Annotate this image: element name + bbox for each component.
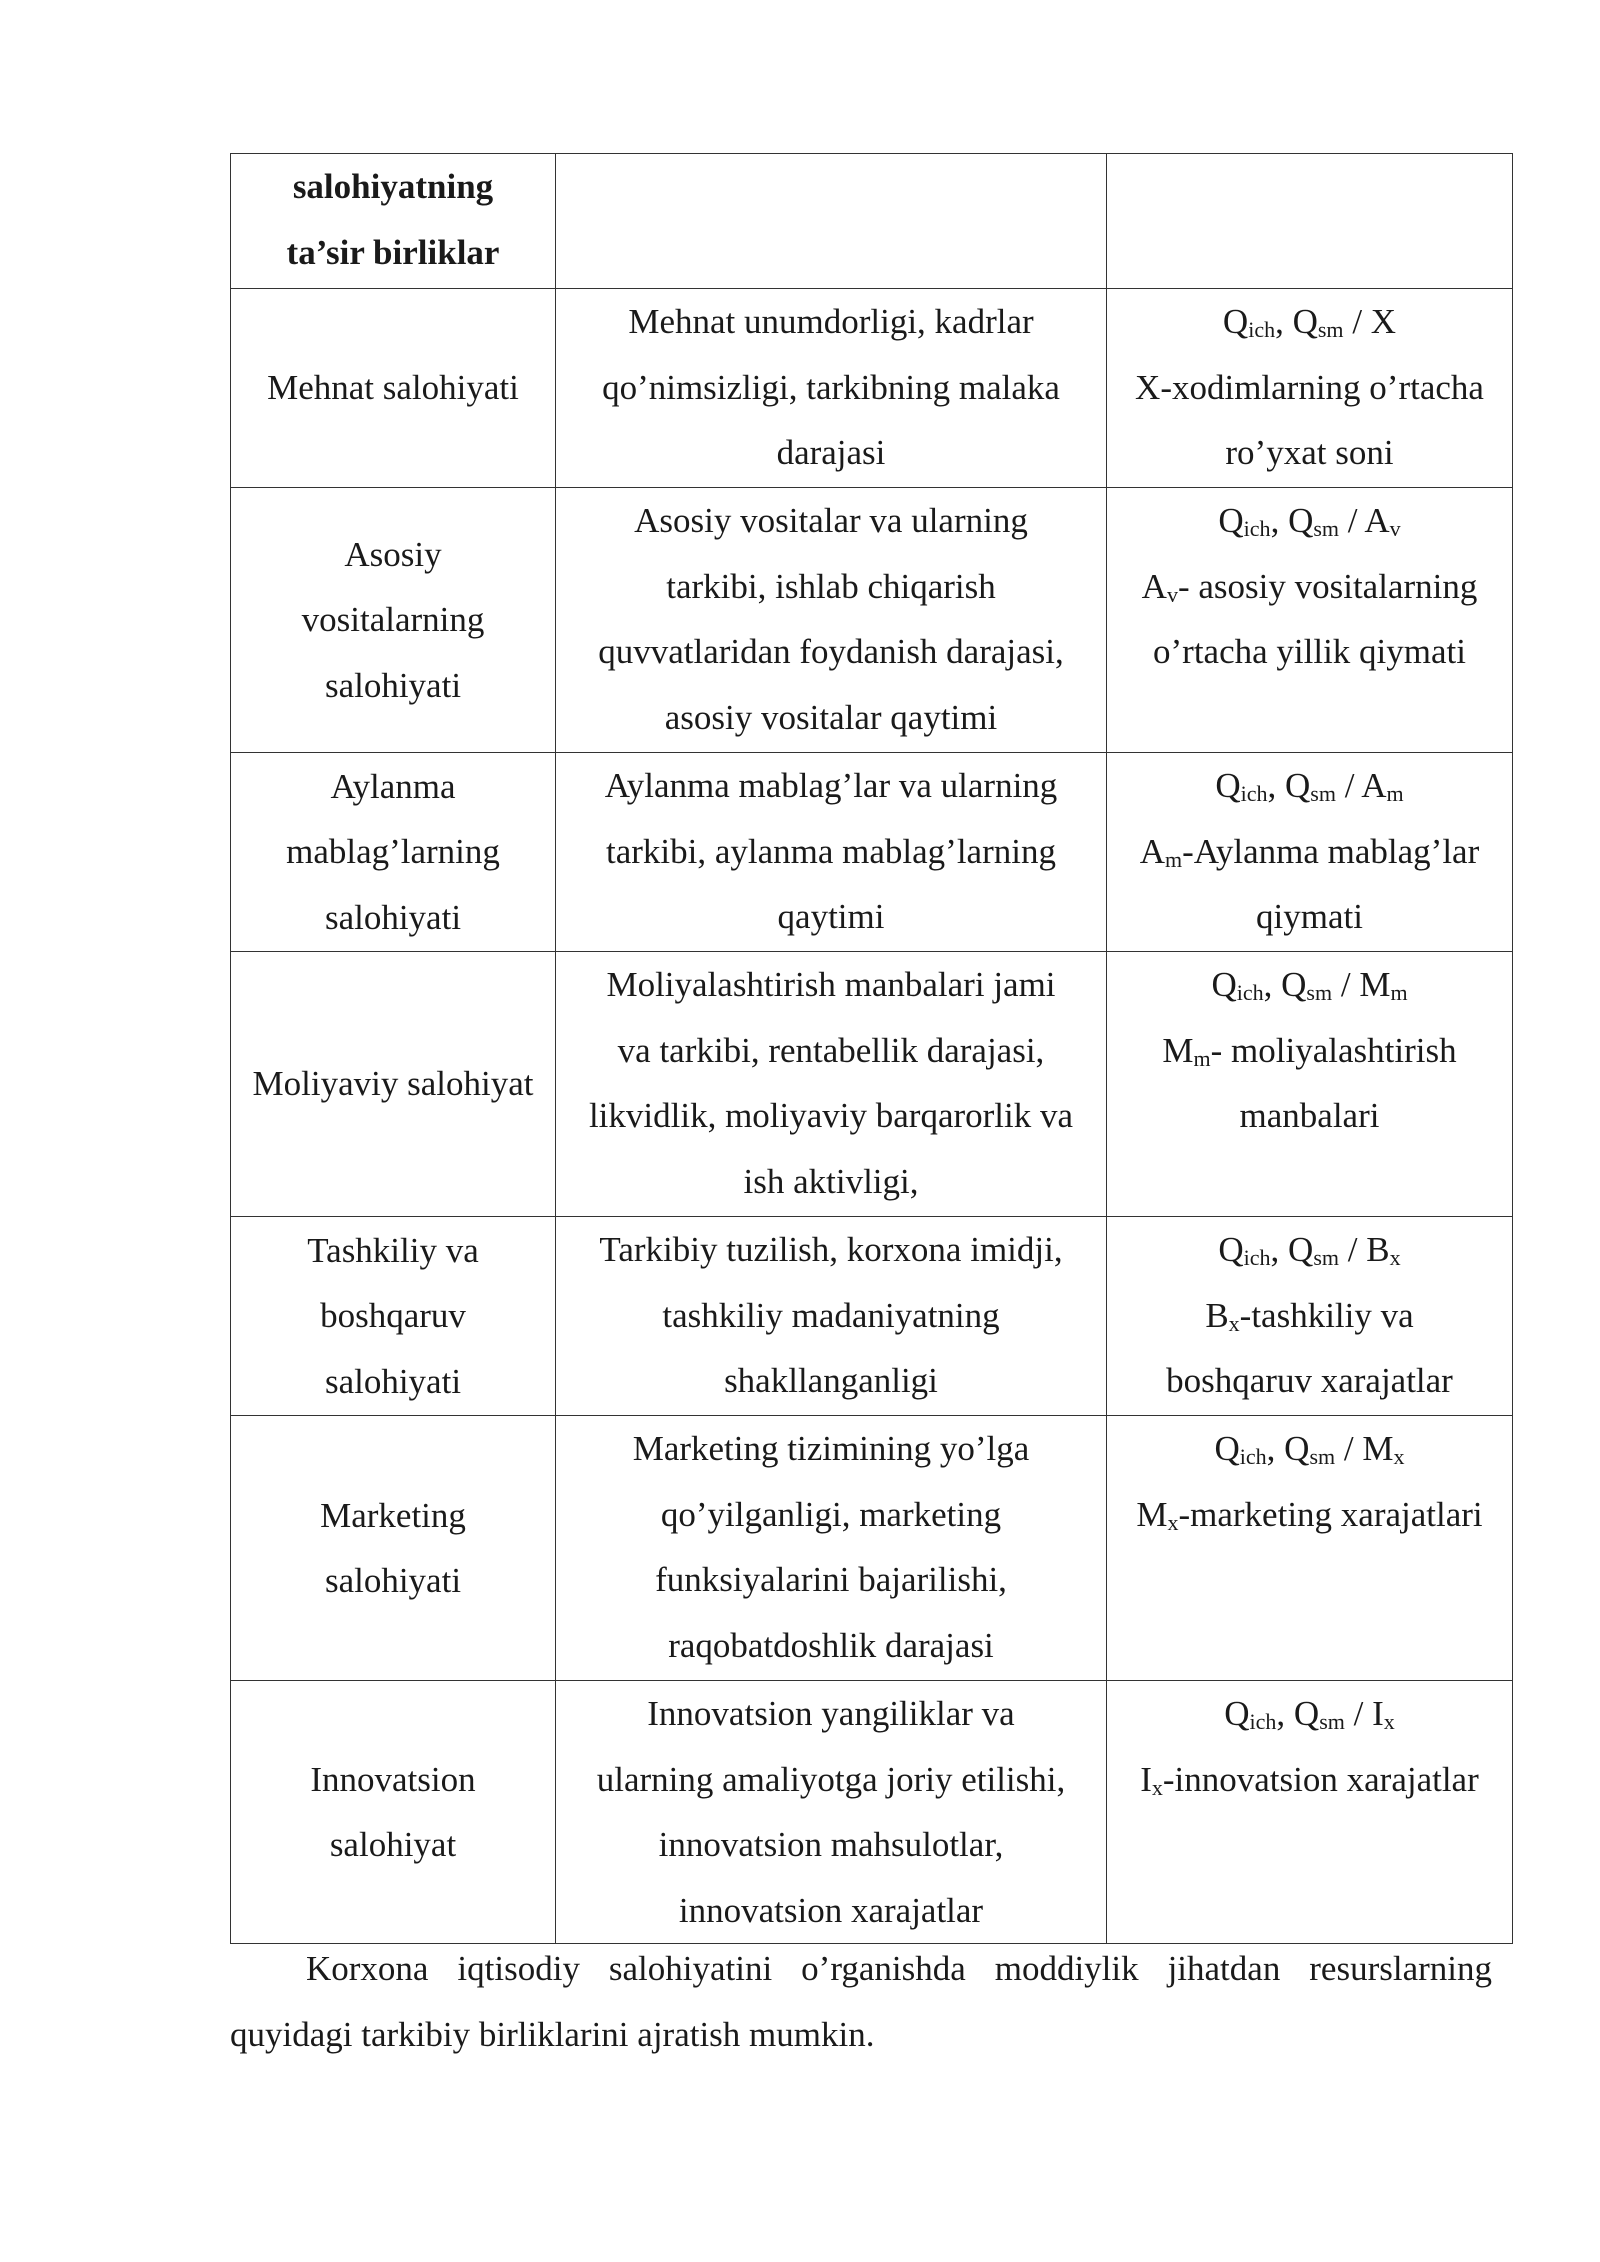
potential-name-line: salohiyat	[329, 1825, 457, 1864]
explanation-text: boshqaruv xarajatlar	[1166, 1361, 1453, 1400]
table-row	[231, 1217, 1513, 1416]
formula-symbol: /	[1343, 302, 1371, 341]
variable-symbol: M	[1136, 1494, 1168, 1534]
formula-subscript: ich	[1249, 1709, 1277, 1734]
formula-symbol: Q	[1285, 766, 1311, 805]
explanation-text: ro’yxat soni	[1225, 433, 1394, 472]
description-line: shakllanganligi	[724, 1361, 938, 1400]
formula-cell	[1107, 952, 1513, 1217]
formula-cell	[1107, 1416, 1513, 1681]
potential-name-line: boshqaruv	[320, 1296, 466, 1336]
formula-line	[1109, 753, 1510, 819]
formula-symbol: A	[1364, 501, 1390, 540]
variable-symbol: A	[1141, 566, 1167, 606]
formula-symbol: Q	[1224, 1694, 1250, 1733]
formula-subscript: ich	[1236, 980, 1264, 1005]
explanation-text: -innovatsion xarajatlar	[1162, 1759, 1479, 1799]
formula-symbol: Q	[1288, 1230, 1314, 1269]
table-row	[231, 753, 1513, 952]
variable-symbol: M	[1162, 1030, 1194, 1070]
formula-subscript: sm	[1317, 317, 1344, 342]
potential-name-line: Innovatsion	[310, 1759, 476, 1799]
description-line: qaytimi	[777, 897, 885, 936]
description-line: Tarkibiy tuzilish, korxona imidji,	[599, 1230, 1063, 1269]
formula-subscript: ich	[1243, 1245, 1271, 1270]
potential-table	[230, 153, 1513, 1944]
formula-cell	[1107, 753, 1513, 952]
formula-symbol: /	[1335, 1429, 1363, 1468]
formula-subscript: sm	[1313, 1245, 1340, 1270]
description-line: innovatsion mahsulotlar,	[658, 1825, 1004, 1864]
formula-symbol: /	[1332, 965, 1360, 1004]
header-line: salohiyatning	[292, 167, 494, 206]
potential-name-cell	[231, 1217, 556, 1416]
formula-symbol: /	[1344, 1694, 1373, 1733]
potential-name-cell	[231, 289, 556, 488]
formula-explanation-line	[1109, 355, 1510, 421]
formula-symbol: Q	[1222, 302, 1249, 341]
body-paragraph	[230, 1936, 1492, 2067]
indicator-description-cell	[556, 1681, 1107, 1944]
indicator-description-cell	[556, 952, 1107, 1217]
header-cell-formula	[1107, 154, 1513, 289]
formula-symbol: Q	[1214, 1429, 1240, 1468]
table-row	[231, 952, 1513, 1217]
potential-name-line: Moliyaviy salohiyat	[252, 1064, 534, 1104]
formula-symbol: ,	[1267, 766, 1285, 805]
formula-subscript: x	[1389, 1245, 1401, 1270]
description-line: likvidlik, moliyaviy barqarorlik va	[588, 1096, 1074, 1135]
variable-subscript: x	[1167, 1509, 1179, 1535]
formula-subscript: sm	[1309, 1444, 1336, 1469]
formula-symbol: I	[1372, 1694, 1384, 1733]
formula-symbol: Q	[1292, 302, 1318, 341]
description-line: Mehnat unumdorligi, kadrlar	[628, 302, 1034, 341]
table-row	[231, 1416, 1513, 1681]
formula-subscript: ich	[1240, 781, 1268, 806]
formula-line	[1109, 952, 1510, 1018]
formula-symbol: ,	[1270, 501, 1289, 540]
potential-name-line: Aylanma	[330, 766, 456, 806]
formula-symbol: Q	[1288, 501, 1314, 540]
variable-subscript: m	[1165, 846, 1183, 872]
formula-explanation-line	[1109, 1283, 1510, 1349]
header-cell-name	[231, 154, 556, 289]
formula-symbol: A	[1361, 766, 1387, 805]
description-line: Moliyalashtirish manbalari jami	[606, 965, 1056, 1004]
formula-subscript: x	[1393, 1444, 1405, 1469]
explanation-text: -Aylanma mablag’lar	[1182, 831, 1480, 871]
potential-name-line: salohiyati	[324, 665, 462, 705]
formula-symbol: ,	[1266, 1429, 1285, 1468]
formula-line	[1109, 488, 1510, 554]
formula-symbol: Q	[1218, 1230, 1244, 1269]
variable-subscript: m	[1193, 1045, 1211, 1071]
formula-line	[1109, 1681, 1510, 1747]
potential-name-cell	[231, 1416, 556, 1681]
formula-subscript: m	[1390, 980, 1408, 1005]
indicator-description-cell	[556, 1416, 1107, 1681]
description-line: tashkiliy madaniyatning	[662, 1295, 1000, 1335]
formula-subscript: v	[1389, 516, 1401, 541]
description-line: innovatsion xarajatlar	[678, 1890, 984, 1930]
header-cell-desc	[556, 154, 1107, 289]
indicator-description-cell	[556, 1217, 1107, 1416]
potential-name-line: Mehnat salohiyati	[267, 368, 519, 408]
variable-symbol: X	[1135, 367, 1161, 407]
variable-symbol: B	[1205, 1295, 1229, 1335]
formula-explanation-line	[1109, 1348, 1510, 1414]
indicator-description-cell	[556, 488, 1107, 753]
description-line: Innovatsion yangiliklar va	[647, 1694, 1015, 1733]
description-line: ish aktivligi,	[743, 1161, 919, 1201]
explanation-text: manbalari	[1239, 1096, 1380, 1135]
formula-symbol: /	[1339, 501, 1365, 540]
formula-symbol: Q	[1215, 766, 1241, 805]
variable-subscript: x	[1228, 1310, 1240, 1336]
potential-name-line: salohiyati	[324, 1361, 462, 1401]
paragraph-line: Korxona iqtisodiy salohiyatini o’rganishda moddiylik jihatdan resurslarning	[306, 1949, 1492, 1988]
formula-symbol: B	[1366, 1230, 1390, 1269]
indicator-description-cell	[556, 753, 1107, 952]
potential-name-line: salohiyati	[324, 897, 462, 937]
formula-subscript: x	[1383, 1709, 1395, 1734]
potential-name-line: Marketing	[320, 1495, 466, 1535]
formula-symbol: Q	[1218, 501, 1244, 540]
description-line: va tarkibi, rentabellik darajasi,	[617, 1030, 1045, 1070]
formula-symbol: /	[1339, 1230, 1367, 1269]
indicator-description-cell	[556, 289, 1107, 488]
table-header-row	[231, 154, 1513, 289]
potential-name-line: vositalarning	[301, 600, 485, 640]
potential-name-cell	[231, 1681, 556, 1944]
formula-symbol: M	[1359, 965, 1391, 1004]
description-line: quvvatlaridan foydanish darajasi,	[598, 632, 1064, 671]
formula-cell	[1107, 289, 1513, 488]
table-row	[231, 488, 1513, 753]
formula-symbol: Q	[1281, 965, 1307, 1004]
paragraph-line: quyidagi tarkibiy birliklarini ajratish mumkin.	[230, 2014, 875, 2054]
formula-symbol: /	[1335, 766, 1362, 805]
description-line: tarkibi, ishlab chiqarish	[666, 566, 996, 606]
formula-subscript: ich	[1243, 516, 1271, 541]
formula-subscript: ich	[1248, 317, 1276, 342]
formula-cell	[1107, 488, 1513, 753]
potential-name-line: Tashkiliy va	[307, 1230, 479, 1270]
formula-explanation-line	[1109, 420, 1510, 486]
formula-explanation-line	[1109, 819, 1510, 885]
description-line: funksiyalarini bajarilishi,	[655, 1560, 1007, 1599]
formula-symbol: ,	[1270, 1230, 1289, 1269]
formula-line	[1109, 1217, 1510, 1283]
variable-subscript: v	[1166, 581, 1178, 607]
potential-name-cell	[231, 753, 556, 952]
description-line: Aylanma mablag’lar va ularning	[604, 766, 1058, 805]
variable-subscript: x	[1151, 1774, 1163, 1800]
formula-symbol: ,	[1263, 965, 1282, 1004]
formula-subscript: ich	[1239, 1444, 1267, 1469]
formula-subscript: sm	[1313, 516, 1340, 541]
formula-explanation-line	[1109, 1747, 1510, 1813]
formula-line	[1109, 1416, 1510, 1482]
potential-name-line: mablag’larning	[286, 832, 500, 872]
formula-explanation-line	[1109, 884, 1510, 950]
formula-subscript: m	[1386, 781, 1404, 806]
formula-explanation-line	[1109, 1018, 1510, 1084]
formula-symbol: ,	[1276, 1694, 1294, 1733]
explanation-text: qiymati	[1256, 897, 1363, 936]
formula-explanation-line	[1109, 619, 1510, 685]
formula-subscript: sm	[1310, 781, 1336, 806]
explanation-text: o’rtacha yillik qiymati	[1153, 632, 1466, 671]
potential-name-line: Asosiy	[344, 534, 442, 574]
explanation-text: - asosiy vositalarning	[1177, 566, 1478, 606]
description-line: qo’yilganligi, marketing	[660, 1494, 1002, 1534]
description-line: qo’nimsizligi, tarkibning malaka	[602, 367, 1060, 407]
variable-symbol: A	[1139, 831, 1166, 871]
formula-explanation-line	[1109, 554, 1510, 620]
formula-subscript: sm	[1319, 1709, 1345, 1734]
formula-symbol: Q	[1293, 1694, 1320, 1733]
description-line: tarkibi, aylanma mablag’larning	[606, 831, 1056, 871]
explanation-text: - moliyalashtirish	[1210, 1030, 1457, 1070]
formula-symbol: X	[1370, 302, 1397, 341]
table-row	[231, 1681, 1513, 1944]
formula-cell	[1107, 1681, 1513, 1944]
formula-symbol: ,	[1275, 302, 1293, 341]
formula-symbol: M	[1362, 1429, 1394, 1468]
explanation-text: -marketing xarajatlari	[1178, 1494, 1483, 1534]
formula-explanation-line	[1109, 1482, 1510, 1548]
potential-name-cell	[231, 488, 556, 753]
description-line: Marketing tizimining yo’lga	[632, 1429, 1030, 1468]
table-row	[231, 289, 1513, 488]
explanation-text: -tashkiliy va	[1239, 1295, 1414, 1335]
formula-cell	[1107, 1217, 1513, 1416]
formula-line	[1109, 289, 1510, 355]
description-line: ularning amaliyotga joriy etilishi,	[596, 1759, 1066, 1799]
formula-symbol: Q	[1211, 965, 1237, 1004]
variable-symbol: I	[1140, 1759, 1152, 1799]
formula-symbol: Q	[1284, 1429, 1310, 1468]
description-line: raqobatdoshlik darajasi	[668, 1625, 994, 1665]
description-line: asosiy vositalar qaytimi	[664, 697, 998, 737]
potential-name-cell	[231, 952, 556, 1217]
potential-name-line: salohiyati	[324, 1561, 462, 1600]
header-line: ta’sir birliklar	[286, 232, 500, 272]
explanation-text: -xodimlarning o’rtacha	[1160, 367, 1484, 407]
formula-explanation-line	[1109, 1083, 1510, 1149]
formula-subscript: sm	[1306, 980, 1333, 1005]
description-line: darajasi	[776, 433, 886, 472]
description-line: Asosiy vositalar va ularning	[634, 501, 1028, 540]
